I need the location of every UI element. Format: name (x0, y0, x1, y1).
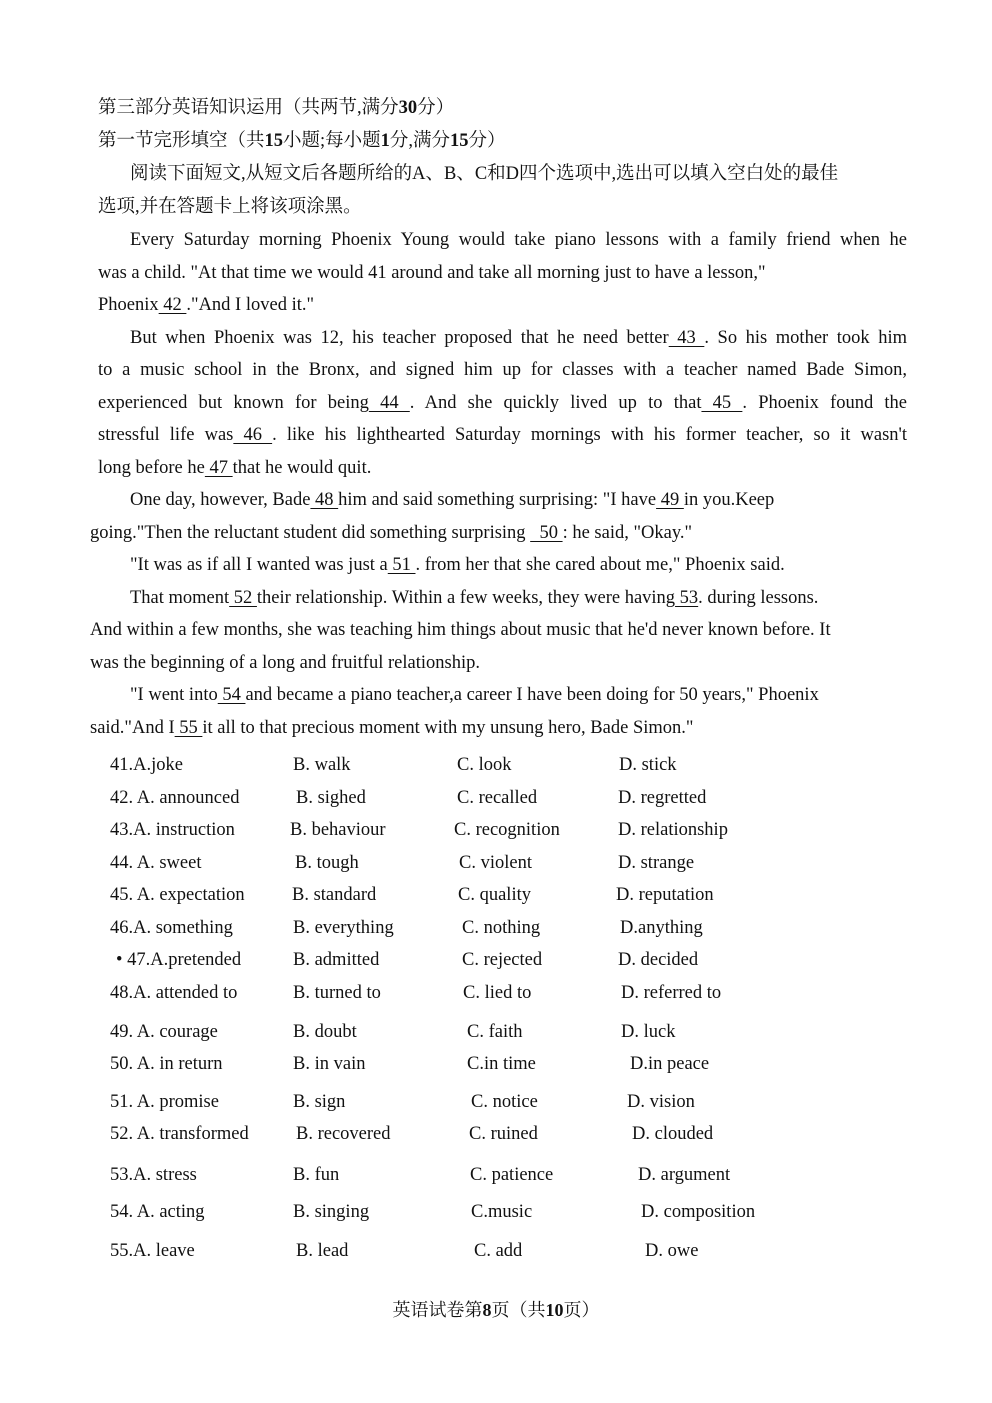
passage-text: him and said something surprising: "I have (338, 490, 657, 510)
passage-text: "I went into (130, 685, 218, 705)
option-a: 41.A.joke (110, 755, 183, 775)
option-a: 46.A. something (110, 918, 233, 938)
passage-text: One day, however, Bade (130, 490, 311, 510)
blank-43: 43 (668, 328, 705, 348)
option-d: D. argument (638, 1165, 731, 1185)
part-title-text: 第三部分英语知识运用（共两节,满分 (98, 98, 399, 118)
passage-line (98, 394, 907, 413)
option-b: B. everything (293, 918, 394, 938)
blank-54: 54 (217, 685, 246, 705)
blank-46: 46 (233, 425, 273, 445)
option-b: B. sign (293, 1092, 346, 1112)
passage-line: was the beginning of a long and fruitful relationship. (90, 653, 480, 673)
passage-line: to a music school in the Bronx, and signed him up for classes with a teacher named Bade Simon, (98, 360, 907, 380)
option-c: C. add (474, 1241, 523, 1261)
passage-line (130, 589, 818, 608)
page-number: 8 (482, 1300, 492, 1320)
passage-line: And within a few months, she was teaching him things about music that he'd never known before. It (90, 620, 831, 640)
section-title-total: 15 (450, 131, 469, 151)
option-c: C. recalled (457, 788, 538, 808)
option-d: D. composition (641, 1202, 756, 1222)
blank-50: 50 (530, 523, 563, 543)
part-title-score: 30 (398, 98, 418, 118)
option-b: B. doubt (293, 1022, 357, 1042)
passage-text: said."And I (90, 718, 175, 738)
passage-line (98, 426, 907, 445)
passage-text: . from her that she cared about me," Phoenix said. (415, 555, 785, 575)
option-a: 48.A. attended to (110, 983, 238, 1003)
passage-text: . like his lighthearted Saturday mornings with his former teacher, so it wasn't (272, 425, 907, 445)
section-title-mid: 小题;每小题 (283, 131, 381, 151)
passage-text: That moment (130, 588, 230, 608)
option-b: B. tough (295, 853, 359, 873)
option-d: D. vision (627, 1092, 695, 1112)
option-a: 52. A. transformed (110, 1124, 249, 1144)
option-d: D. owe (645, 1241, 699, 1261)
passage-line: was a child. "At that time we would 41 around and take all morning just to have a lesson," (98, 263, 766, 283)
option-a: 42. A. announced (110, 788, 240, 808)
option-d: D.anything (620, 918, 703, 938)
option-c: C. quality (458, 885, 531, 905)
option-a: 43.A. instruction (110, 820, 235, 840)
passage-text: going."Then the reluctant student did something surprising (90, 523, 531, 543)
passage-text: . during lessons. (698, 588, 819, 608)
blank-47: 47 (204, 458, 233, 478)
option-d: D. regretted (618, 788, 707, 808)
instruction-line-1: 阅读下面短文,从短文后各题所给的A、B、C和D四个选项中,选出可以填入空白处的最佳 (130, 164, 839, 184)
section-title (98, 132, 506, 151)
passage-text: long before he (98, 458, 205, 478)
passage-line: Every Saturday morning Phoenix Young would take piano lessons with a family friend when he (130, 230, 907, 250)
option-c: C. rejected (462, 950, 543, 970)
option-c: C. patience (470, 1165, 554, 1185)
passage-text: But when Phoenix was 12, his teacher proposed that he need better (130, 328, 669, 348)
passage-text: . So his mother took him (704, 328, 908, 348)
passage-text: that he would quit. (232, 458, 372, 478)
passage-line (98, 459, 371, 478)
passage-text: "It was as if all I wanted was just a (130, 555, 388, 575)
option-b: B. walk (293, 755, 351, 775)
option-c: C.music (471, 1202, 533, 1222)
option-a: 54. A. acting (110, 1202, 205, 1222)
option-d: D. relationship (618, 820, 728, 840)
passage-text: and became a piano teacher,a career I have been doing for 50 years," Phoenix (245, 685, 819, 705)
instruction-line-2: 选项,并在答题卡上将该项涂黑。 (98, 197, 362, 217)
blank-44: 44 (368, 393, 410, 413)
passage-line (90, 524, 692, 543)
option-c: C. ruined (469, 1124, 538, 1144)
option-c: C. notice (471, 1092, 538, 1112)
section-title-per: 1 (380, 131, 390, 151)
option-b: B. in vain (293, 1054, 366, 1074)
option-a: 55.A. leave (110, 1241, 195, 1261)
blank-42: 42 (158, 295, 187, 315)
passage-text: in you.Keep (683, 490, 775, 510)
passage-text: ."And I loved it." (186, 295, 315, 315)
option-d: D. clouded (632, 1124, 714, 1144)
section-title-mid2: 分,满分 (389, 131, 451, 151)
option-b: B. recovered (296, 1124, 391, 1144)
section-title-text: 第一节完形填空（共 (98, 131, 265, 151)
option-c: C. faith (467, 1022, 523, 1042)
option-d: D. luck (621, 1022, 676, 1042)
option-c: C. look (457, 755, 512, 775)
footer-text: 英语试卷第 (392, 1300, 483, 1320)
passage-line (130, 556, 785, 575)
option-b: B. singing (293, 1202, 370, 1222)
passage-text: : he said, "Okay." (562, 523, 693, 543)
passage-line (130, 329, 907, 348)
passage-text: . Phoenix found the (742, 393, 908, 413)
section-title-end: 分） (468, 131, 506, 151)
option-d: D. strange (618, 853, 695, 873)
section-title-count: 15 (264, 131, 284, 151)
option-c: C. nothing (462, 918, 541, 938)
passage-line (90, 719, 693, 738)
option-b: B. fun (293, 1165, 340, 1185)
passage-line (130, 686, 819, 705)
option-d: D. referred to (621, 983, 722, 1003)
blank-49: 49 (656, 490, 684, 510)
option-b: B. standard (292, 885, 377, 905)
footer-text: 页（共 (491, 1300, 546, 1320)
blank-55: 55 (174, 718, 203, 738)
page-footer (0, 1296, 992, 1322)
option-a: 44. A. sweet (110, 853, 202, 873)
option-c: C. violent (459, 853, 532, 873)
option-d: D. decided (618, 950, 699, 970)
option-c: C.in time (467, 1054, 536, 1074)
passage-text: . And she quickly lived up to that (409, 393, 702, 413)
option-a: 53.A. stress (110, 1165, 197, 1185)
passage-line (98, 296, 314, 315)
passage-line (130, 491, 774, 510)
blank-51: 51 (387, 555, 416, 575)
option-b: B. sighed (296, 788, 366, 808)
option-a: 50. A. in return (110, 1054, 223, 1074)
part-title-end: 分） (417, 98, 455, 118)
blank-53: 53 (675, 588, 699, 608)
option-a: • 47.A.pretended (116, 950, 242, 970)
option-c: C. recognition (454, 820, 560, 840)
option-a: 51. A. promise (110, 1092, 219, 1112)
option-d: D. reputation (616, 885, 714, 905)
part-title (98, 99, 454, 118)
option-b: B. behaviour (290, 820, 386, 840)
blank-48: 48 (310, 490, 339, 510)
passage-text: stressful life was (98, 425, 234, 445)
option-b: B. turned to (293, 983, 381, 1003)
passage-text: their relationship. Within a few weeks, they were having (256, 588, 676, 608)
passage-text: experienced but known for being (98, 393, 369, 413)
passage-text: Phoenix (98, 295, 159, 315)
option-b: B. admitted (293, 950, 380, 970)
blank-52: 52 (229, 588, 257, 608)
blank-45: 45 (701, 393, 743, 413)
option-d: D.in peace (630, 1054, 710, 1074)
option-a: 49. A. courage (110, 1022, 218, 1042)
option-b: B. lead (296, 1241, 349, 1261)
footer-text: 页） (563, 1300, 600, 1320)
option-a: 45. A. expectation (110, 885, 245, 905)
option-c: C. lied to (463, 983, 532, 1003)
page-total: 10 (545, 1300, 564, 1320)
passage-text: it all to that precious moment with my unsung hero, Bade Simon." (202, 718, 694, 738)
option-d: D. stick (619, 755, 677, 775)
